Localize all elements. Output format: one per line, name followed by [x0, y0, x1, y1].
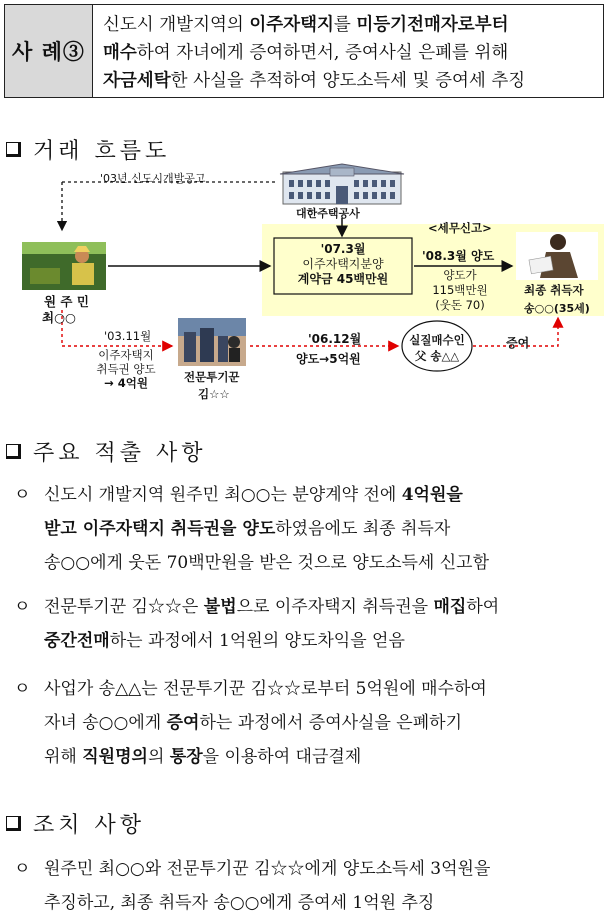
section-flow-title: 거래 흐름도 — [6, 134, 170, 165]
finding-1: ㅇ 신도시 개발지역 원주민 최○○는 분양계약 전에 4억원을 받고 이주자택지 취득권을 양도하였음에도 최종 취득자 송○○에게 웃돈 70백만원을 받은 것으로 양도소득세 신고함 — [14, 478, 604, 580]
action-1: ㅇ 원주민 최○○와 전문투기꾼 김☆☆에게 양도소득세 3억원을 추징하고, 최종 취득자 송○○에게 증여세 1억원 추징 — [14, 852, 604, 920]
section-actions-title: 조치 사항 — [6, 808, 145, 839]
final-label: 최종 취득자 — [524, 283, 584, 297]
buyer-text — [404, 332, 470, 364]
broker-label: 전문투기꾼 — [184, 370, 240, 384]
transfer-line-3: (웃돈 70) — [435, 298, 485, 312]
tax-report-label: <세무신고> — [428, 221, 492, 235]
case-header-box — [4, 4, 604, 98]
bullet-icon: ㅇ — [14, 597, 31, 617]
nov-detail — [86, 348, 166, 390]
nov-line-3: → 4억원 — [104, 376, 148, 390]
gift-label: 증여 — [506, 336, 530, 350]
transfer-detail — [420, 268, 500, 313]
bullet-icon: ㅇ — [14, 679, 31, 699]
checkbox-square-icon — [6, 444, 21, 459]
dec-desc: 양도→5억원 — [296, 352, 361, 366]
broker-name: 김☆☆ — [198, 387, 230, 401]
case-label: 사 례③ — [5, 5, 93, 97]
nov-date: '03.11월 — [104, 329, 152, 343]
transfer-date: '08.3월 양도 — [422, 249, 495, 263]
contract-amount: 계약금 45백만원 — [297, 272, 389, 286]
original-name: 최○○ — [42, 310, 76, 325]
contract-text — [274, 242, 412, 287]
building-icon — [280, 164, 404, 204]
original-label: 원 주 민 — [44, 294, 89, 309]
case-line-3: 자금세탁한 사실을 추적하여 양도소득세 및 증여세 추징 — [103, 71, 526, 91]
bullet-icon: ㅇ — [14, 485, 31, 505]
contract-desc: 이주자택지분양 — [302, 257, 384, 271]
farmer-icon — [22, 242, 106, 290]
case-line-2: 매수하여 자녀에게 증여하면서, 증여사실 은폐를 위해 — [103, 43, 509, 63]
reader-icon — [516, 232, 598, 280]
announce-label: '03년 신도시개발공고 — [100, 172, 206, 185]
nov-line-1: 이주자택지 — [98, 348, 154, 362]
nov-line-2: 취득권 양도 — [96, 362, 156, 376]
final-name: 송○○(35세) — [524, 302, 590, 315]
lh-label: 대한주택공사 — [296, 207, 360, 220]
broker-icon — [178, 318, 246, 366]
bullet-icon: ㅇ — [14, 859, 31, 879]
contract-date: '07.3월 — [320, 242, 366, 256]
checkbox-square-icon — [6, 816, 21, 831]
transfer-line-1: 양도가 — [443, 268, 477, 282]
finding-2: ㅇ 전문투기꾼 김☆☆은 불법으로 이주자택지 취득권을 매집하여 중간전매하는 과정에서 1억원의 양도차익을 얻음 — [14, 590, 604, 658]
section-findings-title: 주요 적출 사항 — [6, 436, 207, 467]
buyer-line-2: 父 송△△ — [414, 349, 460, 363]
transfer-line-2: 115백만원 — [432, 283, 488, 297]
finding-3: ㅇ 사업가 송△△는 전문투기꾼 김☆☆로부터 5억원에 매수하여 자녀 송○○에게 증여하는 과정에서 증여사실을 은폐하기 위해 직원명의의 통장을 이용하여 대금결제 — [14, 672, 604, 774]
dec-date: '06.12월 — [308, 332, 362, 346]
case-summary — [103, 11, 595, 95]
checkbox-square-icon — [6, 142, 21, 157]
case-line-1: 신도시 개발지역의 이주자택지를 미등기전매자로부터 — [103, 15, 509, 35]
buyer-line-1: 실질매수인 — [409, 333, 465, 347]
